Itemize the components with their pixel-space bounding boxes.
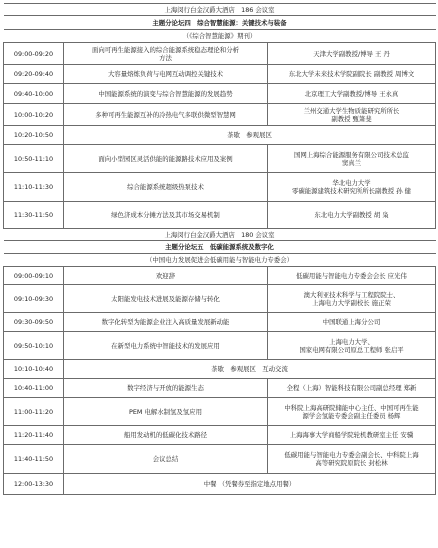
- time-slot: 09:00-09:20: [4, 43, 64, 65]
- schedule-row: [4, 360, 436, 379]
- text-line: 源学会氢能专委会副主任委员 杨辉: [302, 411, 401, 420]
- session1-title: 主题分论坛四 综合智慧能源：关键技术与装备: [4, 16, 436, 30]
- text-line: 天津大学副教授/博导 王 丹: [313, 49, 390, 58]
- text-line: 东北电力大学副教授 胡 枭: [314, 211, 389, 219]
- text-line: 船用发动机的低碳化技术路径: [123, 431, 208, 439]
- topic-cell: [64, 173, 268, 202]
- text-line: 多种可再生能源互补的冷热电气多联供微型智慧网: [95, 110, 236, 119]
- text-line: 零碳能源建筑技术研究所所长副教授 孙 健: [291, 187, 412, 195]
- time-slot: 09:50-10:10: [4, 332, 64, 360]
- topic-cell: [64, 426, 268, 445]
- time-slot: 09:00-09:10: [4, 267, 64, 285]
- time-slot: 10:50-11:10: [4, 145, 64, 173]
- schedule-row: [4, 426, 436, 445]
- speaker-cell: [268, 104, 436, 126]
- time-slot: 10:20-10:50: [4, 126, 64, 145]
- topic-cell: [64, 332, 268, 360]
- session2-title: 主题分论坛五 低碳能源系统及数字化: [4, 241, 436, 254]
- text-line: 国网上海综合能源服务有限公司技术总监: [293, 150, 410, 159]
- speaker-cell: [268, 332, 436, 360]
- schedule-row: [4, 313, 436, 332]
- text-line: 数字经济与开放的能源生态: [127, 384, 204, 392]
- schedule-row: [4, 84, 436, 104]
- agenda-table: [3, 3, 436, 495]
- speaker-cell: [268, 398, 436, 426]
- text-line: 低碳用能与智能电力专委会会长 应光伟: [296, 271, 407, 280]
- session1-subtitle-row: [4, 30, 436, 43]
- text-line: 综合能源系统超级热泵技术: [127, 183, 204, 191]
- speaker-cell: [268, 379, 436, 398]
- topic-cell: [64, 379, 268, 398]
- text-line: 华北电力大学: [332, 179, 371, 187]
- speaker-cell: [268, 313, 436, 332]
- text-line: 绿色济成本分摊方法及其市场交易机制: [111, 211, 220, 219]
- text-line: 大容量熔炼负荷与电网互动调控关键技术: [107, 70, 224, 78]
- session1-venue: 上海闵行白金汉爵大酒店 186 会议室: [4, 4, 436, 16]
- session2-subtitle: （中国电力发展促进会低碳用能与智能电力专委会）: [4, 254, 436, 267]
- break-cell: 茶歇 参观展区 互动交流: [64, 360, 436, 379]
- session2-title-row: [4, 241, 436, 254]
- time-slot: 09:30-09:50: [4, 313, 64, 332]
- time-slot: 11:00-11:20: [4, 398, 64, 426]
- speaker-cell: [268, 426, 436, 445]
- topic-cell: [64, 398, 268, 426]
- session2-venue: 上海闵行白金汉爵大酒店 180 会议室: [4, 229, 436, 241]
- text-line: 在新型电力系统中智能技术的发展应用: [111, 341, 220, 350]
- topic-cell: [64, 445, 268, 474]
- text-line: 面向小型园区灵活供能的能源路技术应用及案例: [98, 154, 233, 163]
- text-line: 中国联通上海分公司: [322, 318, 381, 326]
- topic-cell: [64, 285, 268, 313]
- text-line: PEM 电解水制氢及氢应用: [129, 407, 202, 416]
- time-slot: 11:20-11:40: [4, 426, 64, 445]
- text-line: 副教授 甄箫斐: [331, 114, 372, 123]
- time-slot: 09:40-10:00: [4, 84, 64, 104]
- text-line: 全程（上海）智能科技有限公司副总经理 郑新: [286, 384, 417, 392]
- speaker-cell: [268, 84, 436, 104]
- time-slot: 09:20-09:40: [4, 65, 64, 84]
- text-line: 兰州交通大学生物质能研究所所长: [303, 106, 400, 115]
- speaker-cell: [268, 285, 436, 313]
- time-slot: 11:40-11:50: [4, 445, 64, 474]
- session1-venue-row: [4, 4, 436, 16]
- text-line: 国家电网有限公司原总工程师 张启平: [299, 345, 404, 354]
- schedule-row: [4, 202, 436, 229]
- schedule-row: [4, 145, 436, 173]
- speaker-cell: [268, 43, 436, 65]
- speaker-cell: [268, 202, 436, 229]
- break-cell: 茶歇 参观展区: [64, 126, 436, 145]
- schedule-row: [4, 126, 436, 145]
- text-line: 澳大利亚技术科学与工程院院士、: [303, 290, 400, 299]
- text-line: 北京理工大学副教授/博导 王永真: [304, 89, 399, 98]
- text-line: 东北大学未来技术学院副院长 副教授 周博文: [288, 70, 415, 78]
- text-line: 窦真兰: [341, 158, 362, 167]
- time-slot: 10:40-11:00: [4, 379, 64, 398]
- schedule-row: [4, 285, 436, 313]
- schedule-row: [4, 398, 436, 426]
- time-slot: 11:30-11:50: [4, 202, 64, 229]
- session2-subtitle-row: [4, 254, 436, 267]
- text-line: 中国能源系统的演变与综合智慧能源的发展趋势: [98, 89, 233, 98]
- time-slot: 11:10-11:30: [4, 173, 64, 202]
- text-line: 中科院上海高研院储能中心主任、中国可再生能: [284, 403, 419, 412]
- text-line: 太阳能发电技术进展及能源存储与转化: [111, 294, 220, 303]
- time-slot: 12:00-13:30: [4, 474, 64, 495]
- text-line: 上海电力大学副校长 施正荣: [312, 298, 391, 307]
- topic-cell: [64, 202, 268, 229]
- break-cell: 中餐 （凭餐券至指定地点用餐）: [64, 474, 436, 495]
- topic-cell: [64, 145, 268, 173]
- text-line: 数字化转型为能源企业注入高质量发展新动能: [101, 318, 230, 326]
- text-line: 面向可再生能源接入的综合能源系统稳态理论和分析: [92, 45, 239, 54]
- speaker-cell: [268, 173, 436, 202]
- time-slot: 10:00-10:20: [4, 104, 64, 126]
- time-slot: 10:10-10:40: [4, 360, 64, 379]
- schedule-row: [4, 445, 436, 474]
- time-slot: 09:10-09:30: [4, 285, 64, 313]
- schedule-row: [4, 332, 436, 360]
- schedule-row: [4, 65, 436, 84]
- speaker-cell: [268, 65, 436, 84]
- speaker-cell: [268, 267, 436, 285]
- session1-subtitle: （《综合智慧能源》期刊）: [4, 30, 436, 43]
- text-line: 低碳用能与智能电力专委会副会长、中科院上海: [284, 451, 419, 459]
- text-line: 欢迎辞: [155, 271, 176, 280]
- text-line: 上海海事大学商船学院轮机教研室主任 安骥: [289, 431, 414, 439]
- schedule-row: [4, 104, 436, 126]
- text-line: 方法: [159, 53, 172, 62]
- topic-cell: [64, 65, 268, 84]
- topic-cell: [64, 84, 268, 104]
- schedule-row: [4, 474, 436, 495]
- text-line: 高等研究院原院长 封松林: [315, 459, 388, 467]
- session1-title-row: [4, 16, 436, 30]
- schedule-row: [4, 173, 436, 202]
- topic-cell: [64, 104, 268, 126]
- topic-cell: [64, 43, 268, 65]
- text-line: 上海电力大学、: [329, 337, 374, 346]
- topic-cell: [64, 313, 268, 332]
- schedule-row: [4, 43, 436, 65]
- schedule-row: [4, 379, 436, 398]
- speaker-cell: [268, 145, 436, 173]
- session2-venue-row: [4, 229, 436, 241]
- schedule-row: [4, 267, 436, 285]
- text-line: 会议总结: [152, 455, 179, 463]
- speaker-cell: [268, 445, 436, 474]
- topic-cell: [64, 267, 268, 285]
